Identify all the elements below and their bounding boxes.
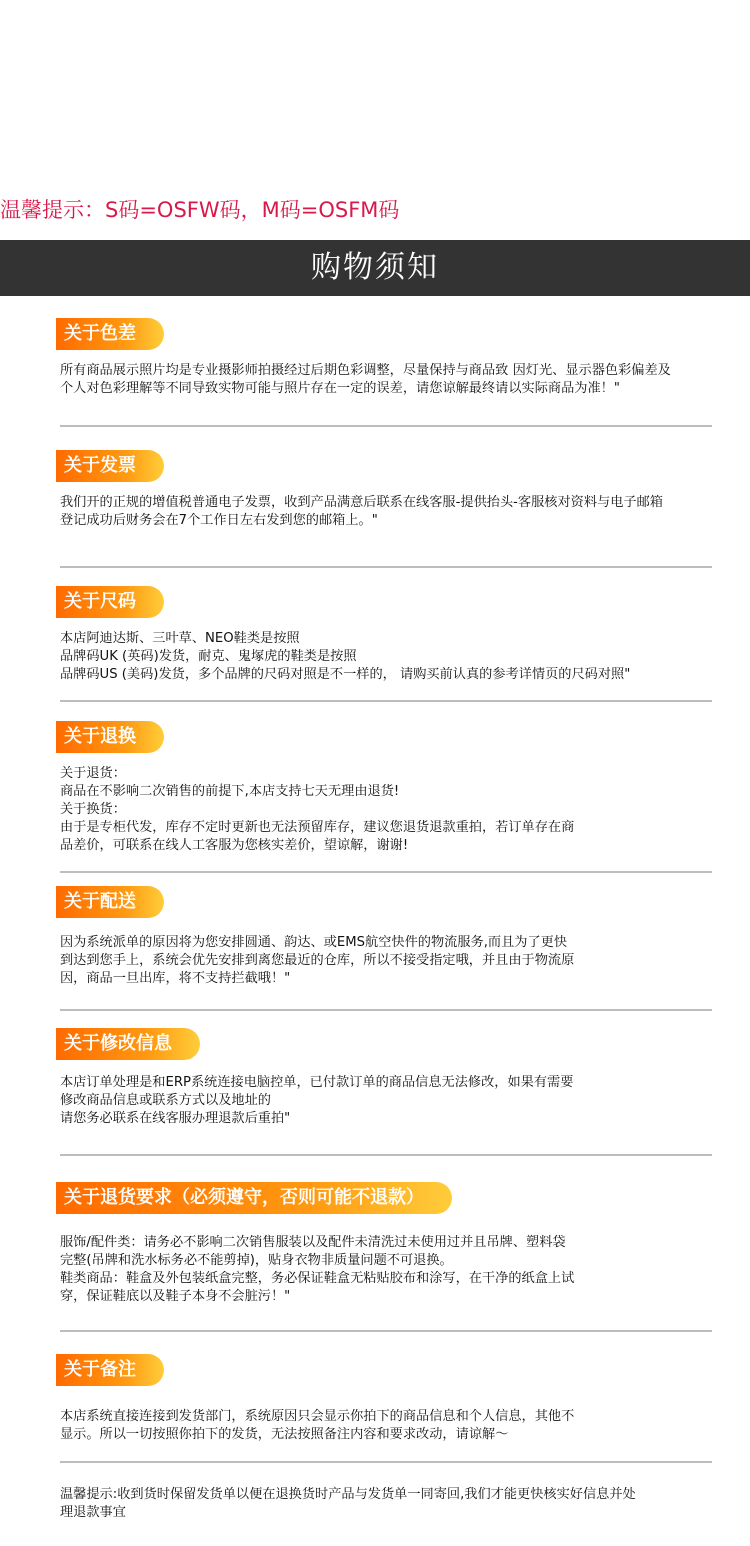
text-line: 本店阿迪达斯、三叶草、NEO鞋类是按照	[60, 631, 300, 646]
divider	[60, 1330, 712, 1332]
section-size	[56, 586, 712, 684]
section-body	[56, 934, 712, 988]
shopping-notice-banner: 购物须知	[0, 240, 750, 296]
section-title: 关于退换	[56, 721, 164, 753]
text-line: 温馨提示:收到货时保留发货单以便在退换货时产品与发货单一同寄回,我们才能更快核实好信息并处	[60, 1487, 636, 1502]
text-line: 修改商品信息或联系方式以及地址的	[60, 1093, 271, 1108]
section-body	[56, 1234, 712, 1306]
section-body	[56, 1408, 712, 1444]
text-line: 品差价，可联系在线人工客服为您核实差价，望谅解，谢谢!	[60, 838, 409, 853]
section-return-requirements	[56, 1182, 712, 1306]
text-line: 理退款事宜	[60, 1505, 126, 1520]
section-title: 关于尺码	[56, 586, 164, 618]
text-line: 显示。所以一切按照你拍下的发货，无法按照备注内容和要求改动，请谅解～	[60, 1427, 509, 1442]
text-line: 关于换货：	[60, 802, 126, 817]
text-line: 所有商品展示照片均是专业摄影师拍摄经过后期色彩调整，尽量保持与商品致 因灯光、显示器色彩偏差及	[60, 363, 671, 378]
section-returns-exchanges	[56, 721, 712, 855]
text-line: 请您务必联系在线客服办理退款后重拍"	[60, 1111, 291, 1126]
divider	[60, 871, 712, 873]
section-title: 关于退货要求（必须遵守，否则可能不退款）	[56, 1182, 452, 1214]
divider	[60, 700, 712, 702]
divider	[60, 425, 712, 427]
text-line: 本店订单处理是和ERP系统连接电脑控单，已付款订单的商品信息无法修改，如果有需要	[60, 1075, 574, 1090]
divider	[60, 1461, 712, 1463]
text-line: 由于是专柜代发，库存不定时更新也无法预留库存，建议您退货退款重拍，若订单存在商	[60, 820, 575, 835]
section-invoice	[56, 450, 712, 530]
text-line: 服饰/配件类：请务必不影响二次销售服装以及配件未清洗过未使用过并且吊牌、塑料袋	[60, 1235, 566, 1250]
top-size-tip: 温馨提示：S码=OSFW码，M码=OSFM码	[0, 198, 400, 222]
divider	[60, 566, 712, 568]
text-line: 个人对色彩理解等不同导致实物可能与照片存在一定的误差，请您谅解最终请以实际商品为准！"	[60, 381, 620, 396]
text-line: 品牌码UK (英码)发货，耐克、鬼塚虎的鞋类是按照	[60, 649, 357, 664]
text-line: 登记成功后财务会在7个工作日左右发到您的邮箱上。"	[60, 513, 378, 528]
text-line: 品牌码US (美码)发货，多个品牌的尺码对照是不一样的， 请购买前认真的参考详情页的尺码对照"	[60, 667, 631, 682]
section-modify-info	[56, 1028, 712, 1128]
section-title: 关于修改信息	[56, 1028, 200, 1060]
footer-tip	[60, 1486, 720, 1522]
section-title: 关于发票	[56, 450, 164, 482]
text-line: 本店系统直接连接到发货部门，系统原因只会显示你拍下的商品信息和个人信息，其他不	[60, 1409, 575, 1424]
text-line: 因，商品一旦出库，将不支持拦截哦！"	[60, 971, 291, 986]
section-title: 关于备注	[56, 1354, 164, 1386]
text-line: 到达到您手上，系统会优先安排到离您最近的仓库，所以不接受指定哦，并且由于物流原	[60, 953, 575, 968]
text-line: 关于退货：	[60, 766, 126, 781]
section-body	[56, 362, 712, 398]
section-delivery	[56, 886, 712, 988]
divider	[60, 1009, 712, 1011]
section-body	[56, 765, 712, 855]
text-line: 商品在不影响二次销售的前提下,本店支持七天无理由退货!	[60, 784, 400, 799]
text-line: 完整(吊牌和洗水标务必不能剪掉)，贴身衣物非质量问题不可退换。	[60, 1253, 453, 1268]
section-body	[56, 1074, 712, 1128]
section-title: 关于配送	[56, 886, 164, 918]
section-body	[56, 630, 712, 684]
section-remarks	[56, 1354, 712, 1444]
text-line: 穿，保证鞋底以及鞋子本身不会脏污！"	[60, 1289, 291, 1304]
divider	[60, 1154, 712, 1156]
text-line: 因为系统派单的原因将为您安排圆通、韵达、或EMS航空快件的物流服务,而且为了更快	[60, 935, 568, 950]
text-line: 鞋类商品：鞋盒及外包装纸盒完整，务必保证鞋盒无粘贴胶布和涂写，在干净的纸盒上试	[60, 1271, 575, 1286]
section-body	[56, 494, 712, 530]
section-color-difference	[56, 318, 712, 398]
section-title: 关于色差	[56, 318, 164, 350]
text-line: 我们开的正规的增值税普通电子发票，收到产品满意后联系在线客服-提供抬头-客服核对资料与电子邮箱	[60, 495, 663, 510]
